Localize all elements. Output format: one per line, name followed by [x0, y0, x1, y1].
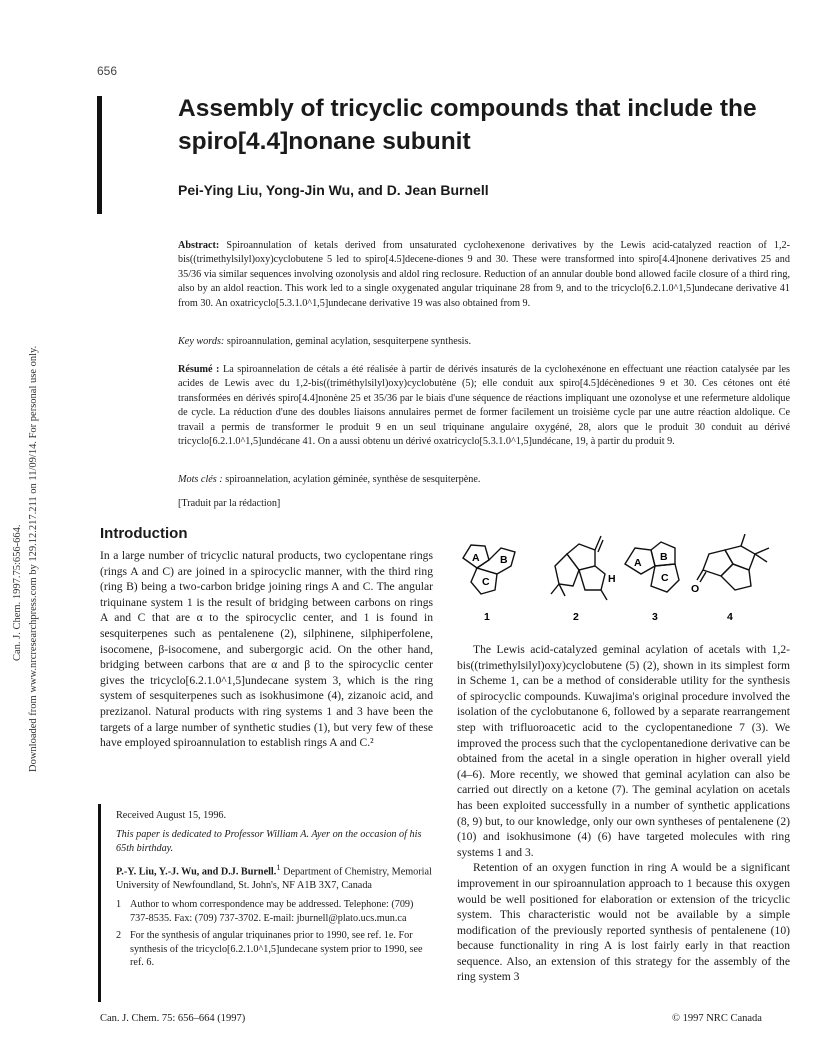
page-number: 656 [97, 64, 118, 78]
oxygen-label: O [691, 583, 700, 595]
affiliation-footnote-mark: 1 [276, 862, 281, 873]
copyright-footer: © 1997 NRC Canada [672, 1013, 762, 1024]
keywords-text: spiroannulation, geminal acylation, sesquiterpene synthesis. [226, 336, 472, 347]
compound-label-3: 3 [652, 611, 658, 623]
introduction-text: In a large number of tricyclic natural products, two cyclopentane rings (rings A and C) are joined in a spirocyclic manner, with the third ring (ring B) being a two-carbon bridge joining rings A and C. The angular triquinane system 1 is the result of bridging between carbons on rings A and C that are α to the spirocyclic center, and 1 is found in sesquiterpenes such as pentalenene (2), silphinene, silphiperfolene, isocomene, β-isocomene, and subergorgic acid. On the other hand, bridging between carbons that are α and β to the spirocyclic center gives the tricyclo[6.2.1.0^1,5]undecane system 3, which is the ring system of sesquiterpenes such as isokhusimone (4), zizanoic acid, and prezizanol. Natural products with ring systems 1 and 3 have been the targets of a large number of synthetic studies (1), but very few of these have employed spiroannulation to establish rings A and C.² [100, 549, 433, 750]
abstract-french [178, 363, 790, 449]
section-heading-introduction: Introduction [100, 525, 188, 542]
mots-cles-text: spiroannelation, acylation géminée, synthèse de sesquiterpène. [225, 474, 481, 485]
footnote-1 [116, 898, 434, 925]
affiliation [116, 861, 434, 892]
article-title: Assembly of tricyclic compounds that include the spiro[4.4]nonane subunit [178, 95, 757, 155]
ring-label-b: B [500, 554, 508, 566]
compound-label-2: 2 [573, 611, 579, 623]
ring-label-a-3: A [634, 557, 642, 569]
notes-box [116, 809, 434, 973]
ring-label-a: A [472, 552, 480, 564]
title-rule [97, 96, 102, 214]
dedication: This paper is dedicated to Professor William A. Ayer on the occasion of his 65th birthday. [116, 829, 422, 854]
ring-label-b-3: B [660, 551, 668, 563]
chemical-structures [455, 534, 795, 626]
abstract-english [178, 239, 790, 311]
hydrogen-label: H [608, 573, 616, 585]
resume-text: La spiroannelation de cétals a été réalisée à partir de dérivés insaturés de la cyclohexénone en effectuant une réaction catalysée par les acides de Lewis avec du 1,2-bis((triméthylsilyl)oxy)cyclobutène (5); elle conduit aux spiro[4.5]décènediones 9 et 30. Ces cétones ont été transformées en dérivés spiro[4.4]nonène 25 et 35/36 par le biais d'une séquence de réactions impliquant une ozonolyse et une refermeture aldolique de cycle. La réduction d'une des doubles liaisons annulaires permet de former facilement un troisième cycle par une autre réaction aldolique. Ce travail a permis de transformer le produit 9 en un seul triquinane angulaire oxygéné, 28, alors que le produit 30 conduit au dérivé tricyclo[6.2.1.0^1,5]undécane 41. On a aussi obtenu un dérivé oxatricyclo[5.3.1.0^1,5]undécane, 19, à partir du produit 9. [178, 364, 790, 448]
download-stamp [6, 216, 54, 776]
journal-citation-footer: Can. J. Chem. 75: 656–664 (1997) [100, 1013, 246, 1024]
abstract-text: Spiroannulation of ketals derived from unsaturated cyclohexenone derivatives by the Lewis acid-catalyzed reaction of 1,2-bis((trimethylsilyl)oxy)cyclobutene 5 led to spiro[4.5]decene-diones 9 and 30. These were transformed into spiro[4.4]nonene derivatives 25 and 35/36 via similar sequences involving ozonolysis and aldol ring reclosure. Reduction of an annular double bond allowed facile closure of a third ring, also by an aldol reaction. This work led to a single oxygenated angular triquinane 28 from 9, and to the tricyclo[6.2.1.0^1,5]undecane derivative 41 from 30. An oxatricyclo[5.3.1.0^1,5]undecane derivative 19 was also obtained from 9. [178, 240, 791, 309]
footnote-1-text: Author to whom correspondence may be addressed. Telephone: (709) 737-8535. Fax: (709) 737-3702. E-mail: jburnell@plato.ucs.mun.ca [130, 899, 414, 924]
footnote-2-text: For the synthesis of angular triquinanes prior to 1990, see ref. 1e. For synthesis of the tricyclo[6.2.1.0^1,5]undecane system prior to 1990, see ref. 6. [130, 930, 423, 969]
keywords-french [178, 473, 790, 487]
abstract-label: Abstract: [178, 240, 220, 251]
translation-note: [Traduit par la rédaction] [178, 498, 281, 509]
resume-label: Résumé : [178, 364, 220, 375]
right-column-text [457, 642, 790, 985]
structure-4 [697, 534, 769, 590]
keywords-english [178, 335, 790, 349]
affiliation-authors: P.-Y. Liu, Y.-J. Wu, and D.J. Burnell. [116, 866, 277, 878]
affiliation-address: Department of Chemistry, Memorial University of Newfoundland, St. John's, NF A1B 3X7, Canada [116, 866, 432, 892]
keywords-label: Key words: [178, 336, 225, 347]
ring-label-c-3: C [661, 572, 669, 584]
download-notice: Downloaded from www.nrcresearchpress.com by 129.12.217.211 on 11/09/14. For personal use only. [28, 345, 39, 772]
footnote-1-mark: 1 [116, 899, 122, 911]
compound-label-4: 4 [727, 611, 733, 623]
received-date: Received August 15, 1996. [116, 810, 227, 821]
structure-2 [551, 536, 607, 600]
author-list: Pei-Ying Liu, Yong-Jin Wu, and D. Jean Burnell [178, 182, 489, 198]
footnote-2 [116, 929, 434, 969]
footnote-2-mark: 2 [116, 930, 122, 942]
mots-cles-label: Mots clés : [178, 474, 223, 485]
citation-stamp: Can. J. Chem. 1997.75:656-664. [12, 524, 23, 661]
paragraph-retention: Retention of an oxygen function in ring A would be a significant improvement in our spiroannulation approach to 1 because this oxygen would be well positioned for elaboration or extension of the tricyclic system. This characteristic would not be available by a simple modification of the previously reported synthesis of pentalenene (10) because functionality in ring A is lost fairly early in that reaction sequence. Also, an extension of this strategy for the assembly of the ring system 3 [457, 861, 790, 984]
paragraph-geminal-acylation: The Lewis acid-catalyzed geminal acylation of acetals with 1,2-bis((trimethylsilyl)oxy)cyclobutene (5) (2), shown in its simplest form in Scheme 1, can be a method of considerable utility for the synthesis of spirocyclic compounds. Kuwajima's original procedure involved the isolation of the cyclobutanone 6, followed by a separate rearrangement step with trifluoroacetic acid to the cyclopentanedione 7 (3). We improved the process such that the cyclopentanedione derivative can be obtained from the acetal in a single operation in higher overall yield (4–6). More recently, we showed that geminal acylation can also be carried out directly on a ketone (7). The geminal acylation on acetals has been exploited successfully in a number of synthetic applications (8, 9) but, to our knowledge, only our own syntheses of pentalenene (2) (10) and isokhusimone (4) (6) have targeted molecules with ring systems 1 and 3. [457, 643, 790, 859]
compound-label-1: 1 [484, 611, 490, 623]
ring-label-c: C [482, 576, 490, 588]
